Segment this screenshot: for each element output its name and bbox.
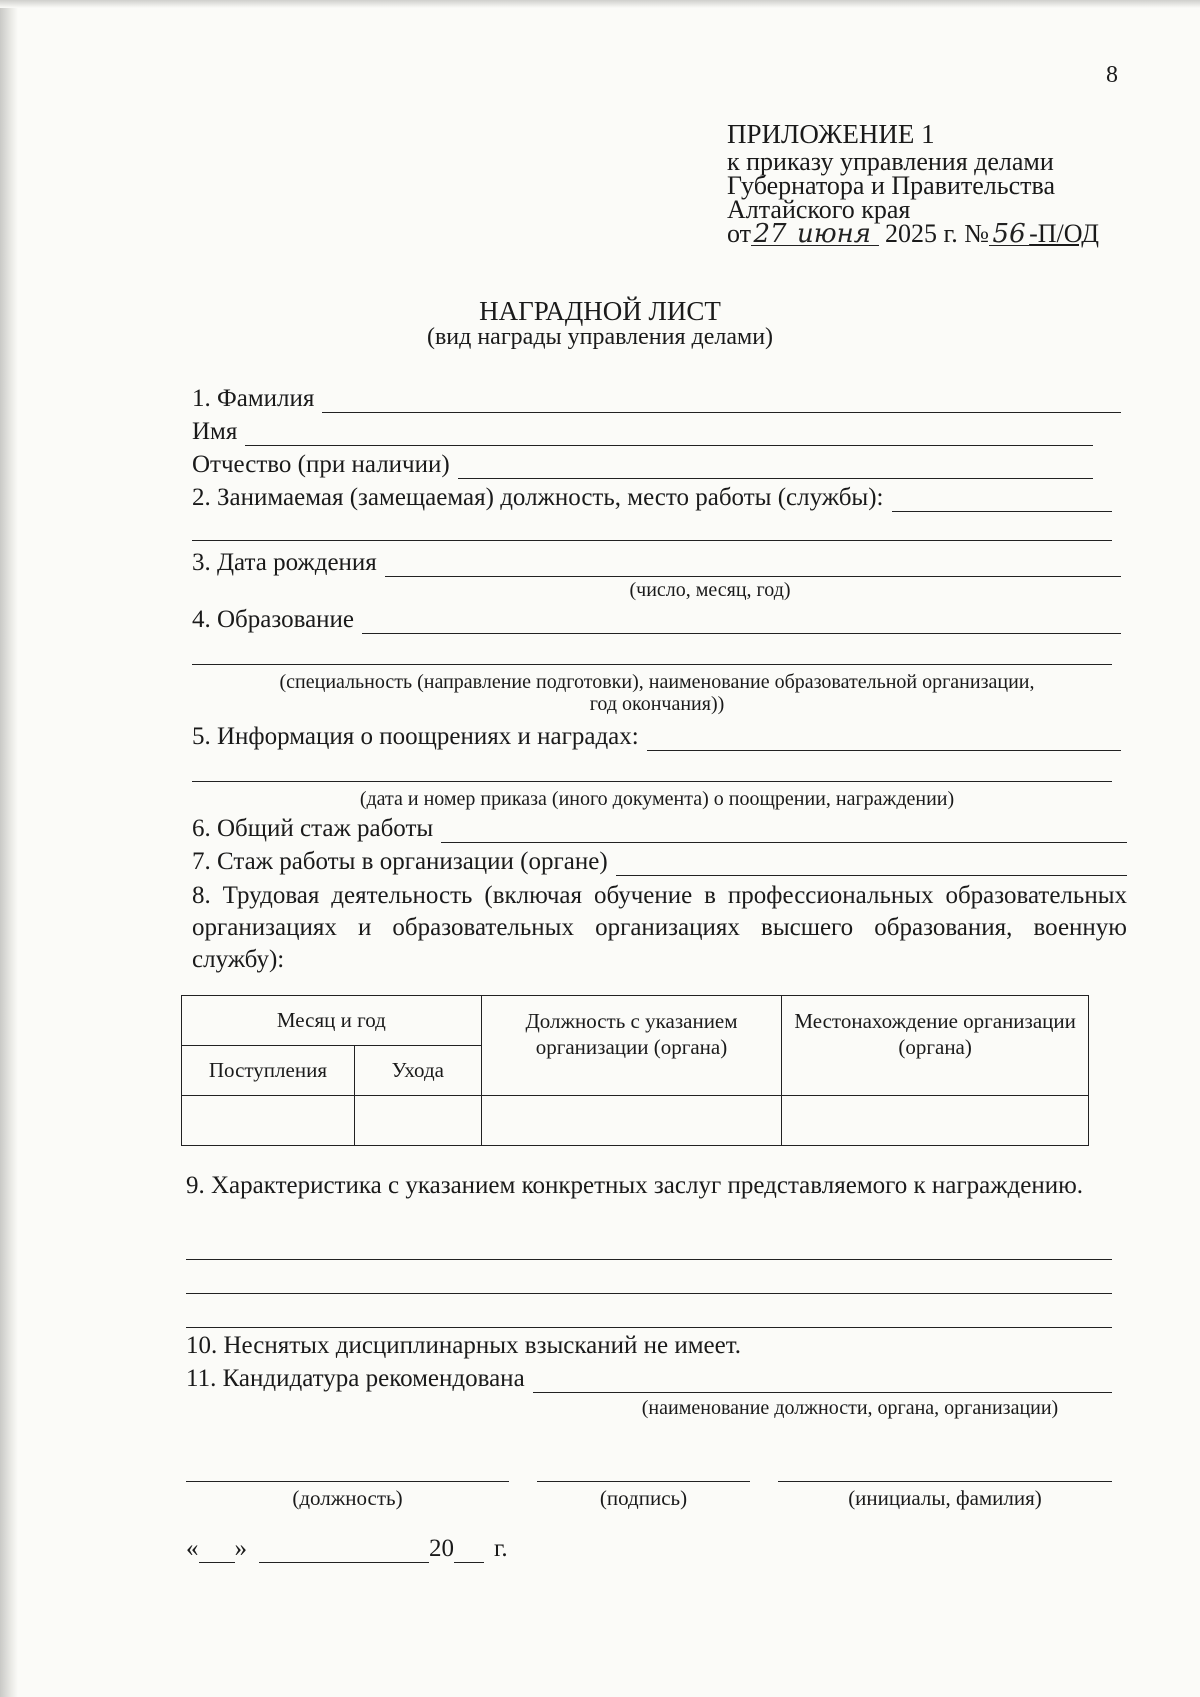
name-label: Имя (192, 418, 238, 445)
surname-blank[interactable] (322, 390, 1121, 413)
labor-activity-table (181, 995, 1089, 1146)
org-experience-field[interactable] (192, 848, 1127, 876)
signatory-name-caption: (инициалы, фамилия) (848, 1486, 1042, 1510)
characteristic-blank-line-2[interactable] (186, 1293, 1112, 1294)
birth-date-field[interactable] (192, 549, 1121, 577)
characteristic-blank-line-1[interactable] (186, 1259, 1112, 1260)
characteristic-paragraph: 9. Характеристика с указанием конкретных заслуг представляемого к награждению. (186, 1172, 1084, 1199)
birth-date-label: 3. Дата рождения (192, 549, 377, 576)
signature-date (186, 1535, 508, 1563)
awards-blank-line-2[interactable] (192, 781, 1112, 782)
signature-line[interactable] (537, 1481, 750, 1482)
birth-date-blank[interactable] (385, 554, 1121, 577)
position-header: Должность с указанием организации (органа) (481, 996, 782, 1096)
awards-blank[interactable] (647, 728, 1121, 751)
appendix-line-3: Алтайского края (727, 195, 911, 224)
total-experience-field[interactable] (192, 815, 1127, 843)
year-text: 2025 г. № (885, 219, 990, 248)
end-cell[interactable] (354, 1096, 481, 1146)
education-field[interactable] (192, 606, 1121, 634)
org-experience-label: 7. Стаж работы в организации (органе) (192, 848, 608, 875)
appendix-line-1: к приказу управления делами (727, 147, 1054, 176)
education-caption-1: (специальность (направление подготовки), наименование образовательной организации, (279, 671, 1035, 693)
page-shadow-left (0, 0, 18, 1697)
page-number: 8 (1106, 62, 1118, 88)
no-disciplinary-text: 10. Неснятых дисциплинарных взысканий не имеет. (186, 1332, 742, 1359)
characteristic-blank-line-3[interactable] (186, 1327, 1112, 1328)
awards-caption: (дата и номер приказа (иного документа) о поощрении, награждении) (359, 788, 955, 810)
position-field[interactable] (192, 484, 1112, 512)
surname-field[interactable] (192, 385, 1121, 413)
signature-caption: (подпись) (599, 1486, 688, 1510)
patronymic-field[interactable] (192, 451, 1093, 479)
org-experience-blank[interactable] (616, 853, 1127, 876)
century-text: 20 (429, 1535, 454, 1562)
recommended-blank[interactable] (533, 1370, 1112, 1393)
position-label: 2. Занимаемая (замещаемая) должность, место работы (службы): (192, 484, 884, 511)
education-label: 4. Образование (192, 606, 355, 633)
awards-field[interactable] (192, 723, 1121, 751)
position-blank[interactable] (892, 489, 1113, 512)
recommended-field[interactable] (186, 1365, 1112, 1393)
day-blank[interactable] (199, 1540, 235, 1563)
handwritten-month: июня (789, 223, 879, 246)
location-cell[interactable] (782, 1096, 1089, 1146)
start-cell[interactable] (182, 1096, 355, 1146)
name-field[interactable] (192, 418, 1093, 446)
appendix-block (727, 119, 1099, 249)
start-header: Поступления (182, 1046, 355, 1096)
close-quote: » (234, 1535, 247, 1562)
document-title: НАГРАДНОЙ ЛИСТ (479, 296, 721, 326)
labor-activity-paragraph: 8. Трудовая деятельность (включая обучение в профессиональных образовательных организациях и образовательных организациях высшего образования, военную службу): (192, 882, 1127, 973)
position-blank-line-2[interactable] (192, 540, 1112, 541)
signatory-name-line[interactable] (778, 1481, 1112, 1482)
recommended-caption: (наименование должности, органа, организации) (641, 1397, 1059, 1419)
handwritten-number: 56 (989, 223, 1029, 246)
recommended-label: 11. Кандидатура рекомендована (186, 1365, 525, 1392)
date-prefix: от (727, 219, 752, 248)
appendix-title: ПРИЛОЖЕНИЕ 1 (727, 119, 935, 149)
education-blank-line-2[interactable] (192, 664, 1112, 665)
patronymic-blank[interactable] (458, 456, 1093, 479)
page-shadow-top (0, 0, 1200, 8)
document-subtitle: (вид награды управления делами) (426, 324, 774, 350)
education-blank[interactable] (362, 611, 1121, 634)
end-header: Ухода (354, 1046, 481, 1096)
appendix-date-line (727, 219, 1099, 249)
birth-date-caption: (число, месяц, год) (629, 579, 791, 601)
signatory-position-line[interactable] (186, 1481, 509, 1482)
month-year-header: Месяц и год (182, 996, 482, 1046)
appendix-line-2: Губернатора и Правительства (727, 171, 1055, 200)
signatory-position-caption: (должность) (292, 1486, 403, 1510)
total-experience-blank[interactable] (441, 820, 1127, 843)
order-number-suffix: -П/ОД (1029, 219, 1099, 248)
month-blank[interactable] (259, 1540, 429, 1563)
total-experience-label: 6. Общий стаж работы (192, 815, 434, 842)
position-cell[interactable] (481, 1096, 782, 1146)
education-caption-2: год окончания)) (589, 693, 725, 715)
no-disciplinary-statement (186, 1332, 1086, 1360)
patronymic-label: Отчество (при наличии) (192, 451, 450, 478)
handwritten-day: 27 (751, 223, 789, 246)
name-blank[interactable] (245, 423, 1093, 446)
surname-label: 1. Фамилия (192, 385, 315, 412)
open-quote: « (186, 1535, 199, 1562)
year-blank[interactable] (454, 1540, 484, 1563)
location-header: Местонахождение организации (органа) (782, 996, 1089, 1096)
awards-label: 5. Информация о поощрениях и наградах: (192, 723, 639, 750)
year-suffix: г. (494, 1535, 508, 1562)
